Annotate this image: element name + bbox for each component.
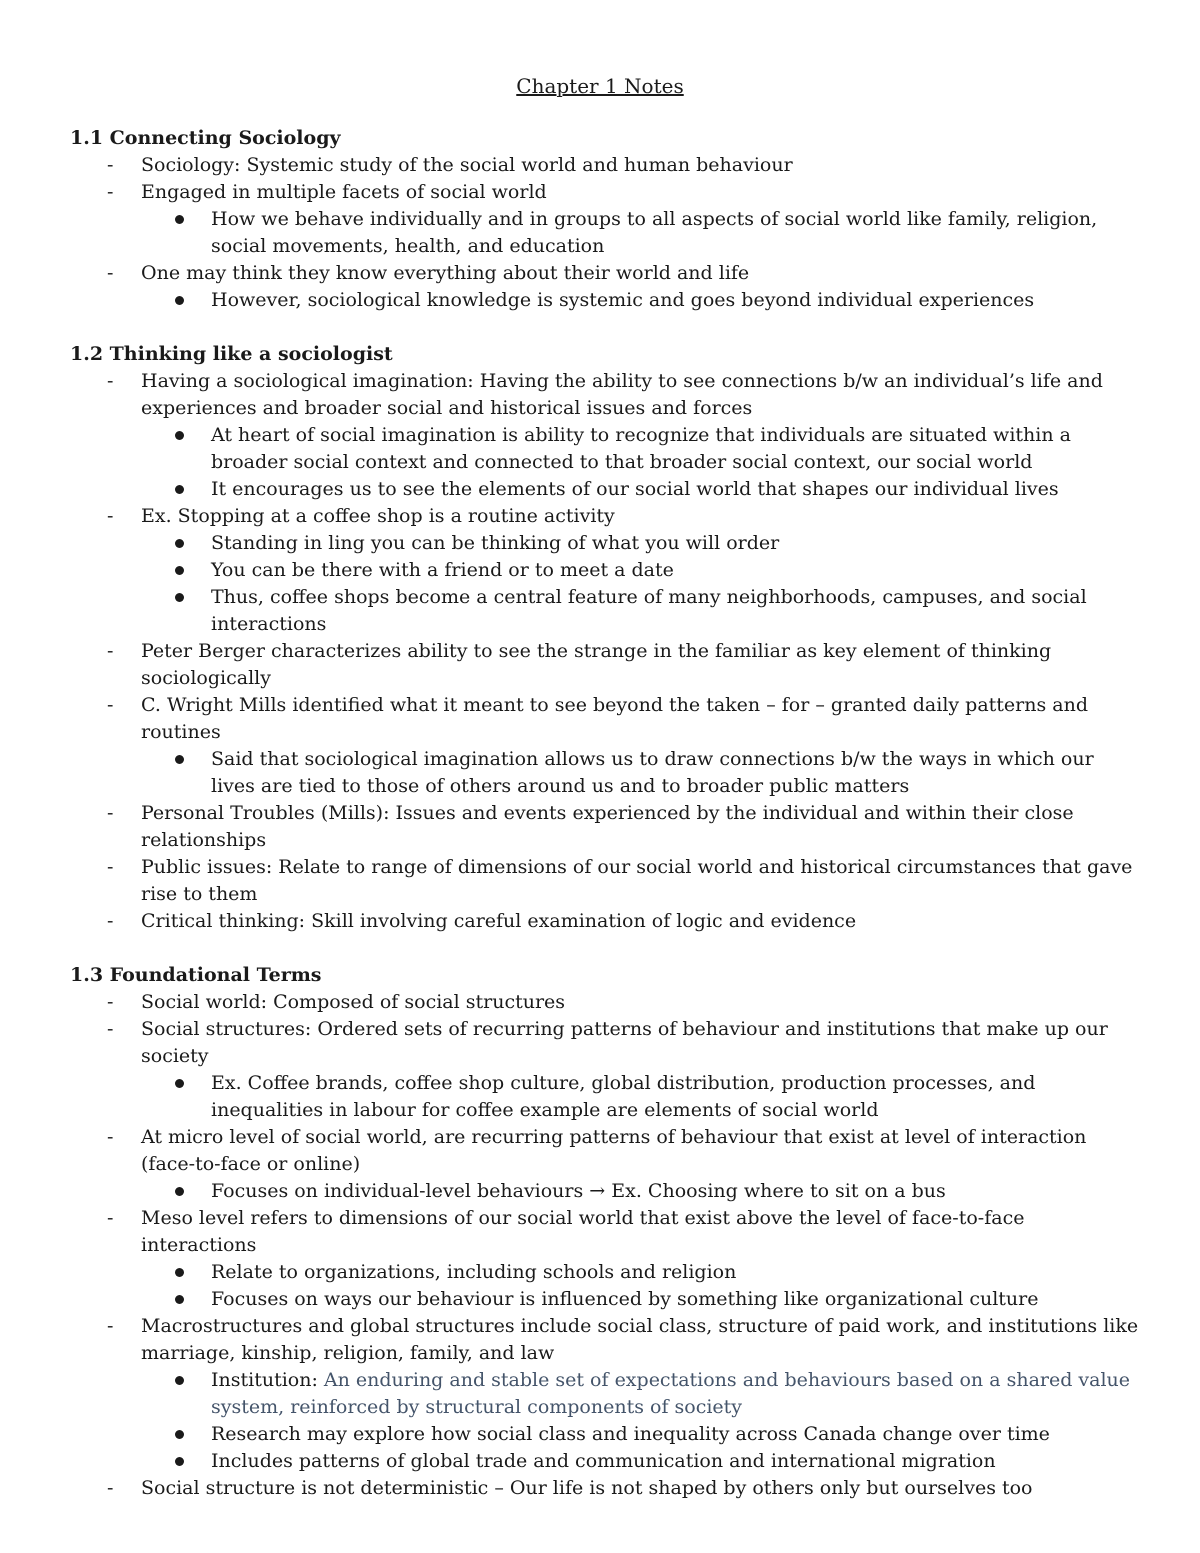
bullet-icon — [175, 431, 184, 440]
highlighted-definition: An enduring and stable set of expectations and behaviours based on a shared value system, reinforced by structural components of society — [211, 1369, 1131, 1418]
list-item — [107, 503, 1140, 638]
dash-marker: - — [107, 1126, 114, 1148]
bullet-icon — [175, 593, 184, 602]
sub-list-item — [211, 1259, 1140, 1286]
list-item — [107, 152, 1140, 179]
notes-content — [70, 125, 1140, 1529]
list-item — [107, 908, 1140, 935]
sub-list-item — [211, 1070, 1140, 1124]
sub-list-item — [211, 530, 1140, 557]
dash-marker: - — [107, 1477, 114, 1499]
sub-list-item — [211, 584, 1140, 638]
sub-list-item-text: Institution: — [211, 1369, 324, 1391]
list-item — [107, 1124, 1140, 1205]
sub-list-item — [211, 1448, 1140, 1475]
list-item-text: Personal Troubles (Mills): Issues and events experienced by the individual and within their close relationships — [141, 802, 1074, 851]
bullet-icon — [175, 1430, 184, 1439]
bullet-icon — [175, 1268, 184, 1277]
dash-marker: - — [107, 154, 114, 176]
list-item-text: Social structure is not deterministic – Our life is not shaped by others only but ourselves too — [141, 1477, 1033, 1499]
sub-list-item — [211, 287, 1140, 314]
sub-list-item — [211, 557, 1140, 584]
bullet-list — [141, 422, 1140, 503]
sub-list-item — [211, 1367, 1140, 1421]
sub-list-item — [211, 746, 1140, 800]
section — [70, 341, 1140, 935]
list-item-text: One may think they know everything about their world and life — [141, 262, 750, 284]
bullet-list — [141, 1367, 1140, 1475]
list-item — [107, 260, 1140, 314]
dash-marker: - — [107, 1315, 114, 1337]
bullet-icon — [175, 1376, 184, 1385]
list-item — [107, 1205, 1140, 1313]
list-item — [107, 800, 1140, 854]
section-heading: 1.1 Connecting Sociology — [70, 127, 341, 149]
bullet-icon — [175, 1295, 184, 1304]
dash-marker: - — [107, 802, 114, 824]
sub-list-item-text: How we behave individually and in groups to all aspects of social world like family, religion, social movements, health, and education — [211, 208, 1098, 257]
bullet-list — [141, 287, 1140, 314]
list-item — [107, 1313, 1140, 1475]
list-item — [107, 989, 1140, 1016]
bullet-icon — [175, 1079, 184, 1088]
bullet-icon — [175, 755, 184, 764]
list-item-text: Having a sociological imagination: Having the ability to see connections b/w an individual’s life and experiences and broader social and historical issues and forces — [141, 370, 1103, 419]
list-item — [107, 692, 1140, 800]
list-item-text: Sociology: Systemic study of the social world and human behaviour — [141, 154, 793, 176]
dash-marker: - — [107, 910, 114, 932]
dash-marker: - — [107, 181, 114, 203]
dash-list — [70, 989, 1140, 1502]
sub-list-item-text: Focuses on individual-level behaviours → Ex. Choosing where to sit on a bus — [211, 1180, 946, 1202]
sub-list-item — [211, 422, 1140, 476]
list-item — [107, 1475, 1140, 1502]
bullet-icon — [175, 566, 184, 575]
dash-marker: - — [107, 640, 114, 662]
sub-list-item — [211, 476, 1140, 503]
sub-list-item-text: Relate to organizations, including schools and religion — [211, 1261, 737, 1283]
dash-marker: - — [107, 1018, 114, 1040]
sub-list-item-text: Ex. Coffee brands, coffee shop culture, global distribution, production processes, and inequalities in labour for coffee example are elements of social world — [211, 1072, 1036, 1121]
sub-list-item-text: At heart of social imagination is ability to recognize that individuals are situated within a broader social context and connected to that broader social context, our social world — [211, 424, 1071, 473]
list-item-text: Engaged in multiple facets of social world — [141, 181, 547, 203]
list-item-text: Macrostructures and global structures include social class, structure of paid work, and institutions like marriage, kinship, religion, family, and law — [141, 1315, 1139, 1364]
list-item-text: Meso level refers to dimensions of our social world that exist above the level of face-to-face interactions — [141, 1207, 1025, 1256]
bullet-list — [141, 1178, 1140, 1205]
sub-list-item-text: You can be there with a friend or to meet a date — [211, 559, 674, 581]
dash-list — [70, 152, 1140, 314]
dash-marker: - — [107, 262, 114, 284]
sub-list-item-text: Said that sociological imagination allows us to draw connections b/w the ways in which our lives are tied to those of others around us and to broader public matters — [211, 748, 1094, 797]
bullet-list — [141, 1259, 1140, 1313]
bullet-list — [141, 746, 1140, 800]
list-item-text: Ex. Stopping at a coffee shop is a routine activity — [141, 505, 615, 527]
bullet-icon — [175, 485, 184, 494]
sub-list-item-text: Thus, coffee shops become a central feature of many neighborhoods, campuses, and social interactions — [211, 586, 1087, 635]
dash-marker: - — [107, 856, 114, 878]
dash-marker: - — [107, 505, 114, 527]
list-item-text: C. Wright Mills identified what it meant to see beyond the taken – for – granted daily patterns and routines — [141, 694, 1089, 743]
sub-list-item — [211, 1178, 1140, 1205]
list-item — [107, 638, 1140, 692]
list-item-text: Social structures: Ordered sets of recurring patterns of behaviour and institutions that make up our society — [141, 1018, 1108, 1067]
bullet-icon — [175, 296, 184, 305]
list-item-text: Public issues: Relate to range of dimensions of our social world and historical circumstances that gave rise to them — [141, 856, 1133, 905]
section-heading: 1.3 Foundational Terms — [70, 964, 322, 986]
list-item — [107, 368, 1140, 503]
dash-list — [70, 368, 1140, 935]
section-heading: 1.2 Thinking like a sociologist — [70, 343, 393, 365]
list-item-text: Critical thinking: Skill involving careful examination of logic and evidence — [141, 910, 857, 932]
bullet-list — [141, 530, 1140, 638]
sub-list-item — [211, 1421, 1140, 1448]
list-item — [107, 854, 1140, 908]
dash-marker: - — [107, 370, 114, 392]
bullet-list — [141, 1070, 1140, 1124]
sub-list-item-text: Focuses on ways our behaviour is influenced by something like organizational culture — [211, 1288, 1039, 1310]
section — [70, 962, 1140, 1502]
list-item-text: At micro level of social world, are recurring patterns of behaviour that exist at level of interaction (face-to-face or online) — [141, 1126, 1087, 1175]
bullet-list — [141, 206, 1140, 260]
sub-list-item — [211, 1286, 1140, 1313]
sub-list-item — [211, 206, 1140, 260]
bullet-icon — [175, 539, 184, 548]
sub-list-item-text: Research may explore how social class and inequality across Canada change over time — [211, 1423, 1050, 1445]
dash-marker: - — [107, 694, 114, 716]
bullet-icon — [175, 1457, 184, 1466]
bullet-icon — [175, 1187, 184, 1196]
dash-marker: - — [107, 991, 114, 1013]
section — [70, 125, 1140, 314]
list-item — [107, 179, 1140, 260]
sub-list-item-text: Includes patterns of global trade and communication and international migration — [211, 1450, 996, 1472]
sub-list-item-text: Standing in ling you can be thinking of what you will order — [211, 532, 780, 554]
list-item-text: Peter Berger characterizes ability to see the strange in the familiar as key element of thinking sociologically — [141, 640, 1052, 689]
page-title: Chapter 1 Notes — [516, 74, 684, 98]
list-item-text: Social world: Composed of social structures — [141, 991, 566, 1013]
dash-marker: - — [107, 1207, 114, 1229]
bullet-icon — [175, 215, 184, 224]
sub-list-item-text: However, sociological knowledge is systemic and goes beyond individual experiences — [211, 289, 1035, 311]
sub-list-item-text: It encourages us to see the elements of our social world that shapes our individual lives — [211, 478, 1059, 500]
list-item — [107, 1016, 1140, 1124]
